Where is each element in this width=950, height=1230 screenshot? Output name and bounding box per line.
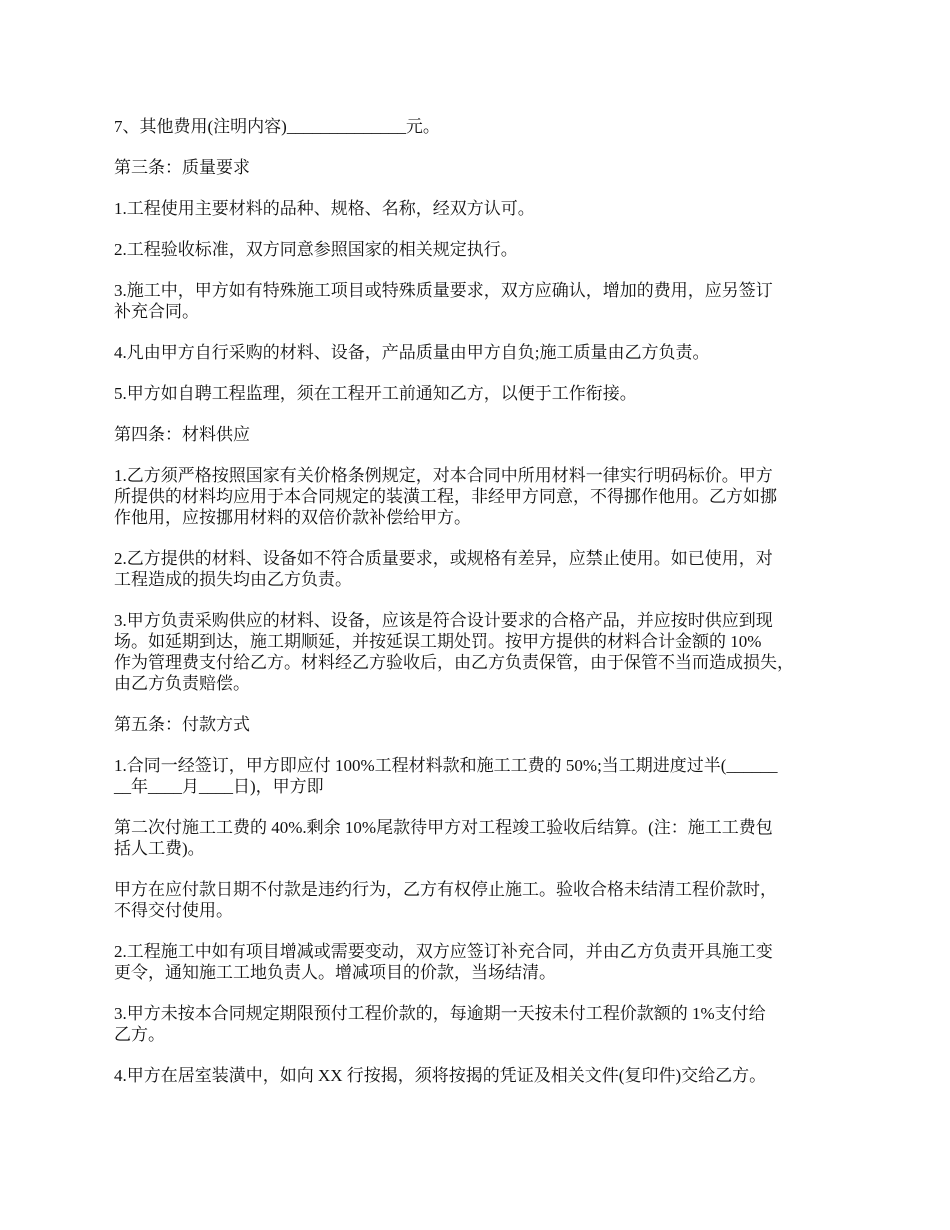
paragraph-line: 乙方。 [114,1025,165,1044]
paragraph-line: 2.工程验收标准，双方同意参照国家的相关规定执行。 [114,240,518,259]
paragraph-line: 不得交付使用。 [114,901,233,920]
paragraph-line: 2.工程施工中如有项目增减或需要变动，双方应签订补充合同，并由乙方负责开具施工变 [114,942,773,961]
paragraph-line: 7、其他费用(注明内容)______________元。 [114,117,440,136]
paragraph-line: 甲方在应付款日期不付款是违约行为，乙方有权停止施工。验收合格未结清工程价款时， [114,880,777,899]
paragraph [114,1003,854,1045]
paragraph [114,116,854,137]
paragraph-line: 所提供的材料均应用于本合同规定的装潢工程，非经甲方同意，不得挪作他用。乙方如挪 [114,487,777,506]
paragraph-line: 3.甲方负责采购供应的材料、设备，应该是符合设计要求的合格产品，并应按时供应到现 [114,611,773,630]
paragraph-line: 由乙方负责赔偿。 [114,674,250,693]
paragraph-line: 作为管理费支付给乙方。材料经乙方验收后，由乙方负责保管，由于保管不当而造成损失， [114,653,794,672]
paragraph [114,610,854,694]
paragraph [114,424,854,445]
paragraph-line: 5.甲方如自聘工程监理，须在工程开工前通知乙方，以便于工作衔接。 [114,384,637,403]
paragraph-line: 更令，通知施工工地负责人。增减项目的价款，当场结清。 [114,963,556,982]
paragraph [114,1065,854,1086]
paragraph [114,198,854,219]
paragraph-line: 1.工程使用主要材料的品种、规格、名称，经双方认可。 [114,199,535,218]
paragraph-line: 2.乙方提供的材料、设备如不符合质量要求，或规格有差异，应禁止使用。如已使用，对 [114,549,773,568]
paragraph [114,879,854,921]
paragraph [114,465,854,528]
paragraph [114,342,854,363]
paragraph-line: 3.施工中，甲方如有特殊施工项目或特殊质量要求，双方应确认，增加的费用，应另签订 [114,281,773,300]
paragraph-line: 补充合同。 [114,302,199,321]
paragraph-line: 4.甲方在居室装潢中，如向 XX 行按揭，须将按揭的凭证及相关文件(复印件)交给乙方。 [114,1066,767,1085]
paragraph-line: __年____月____日)，甲方即 [114,777,324,796]
paragraph [114,714,854,735]
paragraph-line: 场。如延期到达，施工期顺延，并按延误工期处罚。按甲方提供的材料合计金额的 10% [114,632,762,651]
paragraph-line: 第五条：付款方式 [114,715,250,734]
paragraph [114,280,854,322]
paragraph-line: 第四条：材料供应 [114,425,250,444]
paragraph [114,157,854,178]
paragraph [114,548,854,590]
paragraph [114,817,854,859]
paragraph-line: 3.甲方未按本合同规定期限预付工程价款的，每逾期一天按未付工程价款额的 1%支付给 [114,1004,766,1023]
paragraph [114,383,854,404]
paragraph-line: 作他用，应按挪用材料的双倍价款补偿给甲方。 [114,508,471,527]
paragraph-line: 1.合同一经签订，甲方即应付 100%工程材料款和施工工费的 50%;当工期进度过半(______ [114,756,778,775]
paragraph-line: 4.凡由甲方自行采购的材料、设备，产品质量由甲方自负;施工质量由乙方负责。 [114,343,710,362]
paragraph-line: 1.乙方须严格按照国家有关价格条例规定，对本合同中所用材料一律实行明码标价。甲方 [114,466,773,485]
paragraph-line: 第二次付施工工费的 40%.剩余 10%尾款待甲方对工程竣工验收后结算。(注：施工工费包 [114,818,773,837]
paragraph-line: 括人工费)。 [114,839,205,858]
paragraph-line: 工程造成的损失均由乙方负责。 [114,570,352,589]
paragraph [114,941,854,983]
document-body [114,116,854,1106]
paragraph [114,239,854,260]
paragraph [114,755,854,797]
paragraph-line: 第三条：质量要求 [114,158,250,177]
